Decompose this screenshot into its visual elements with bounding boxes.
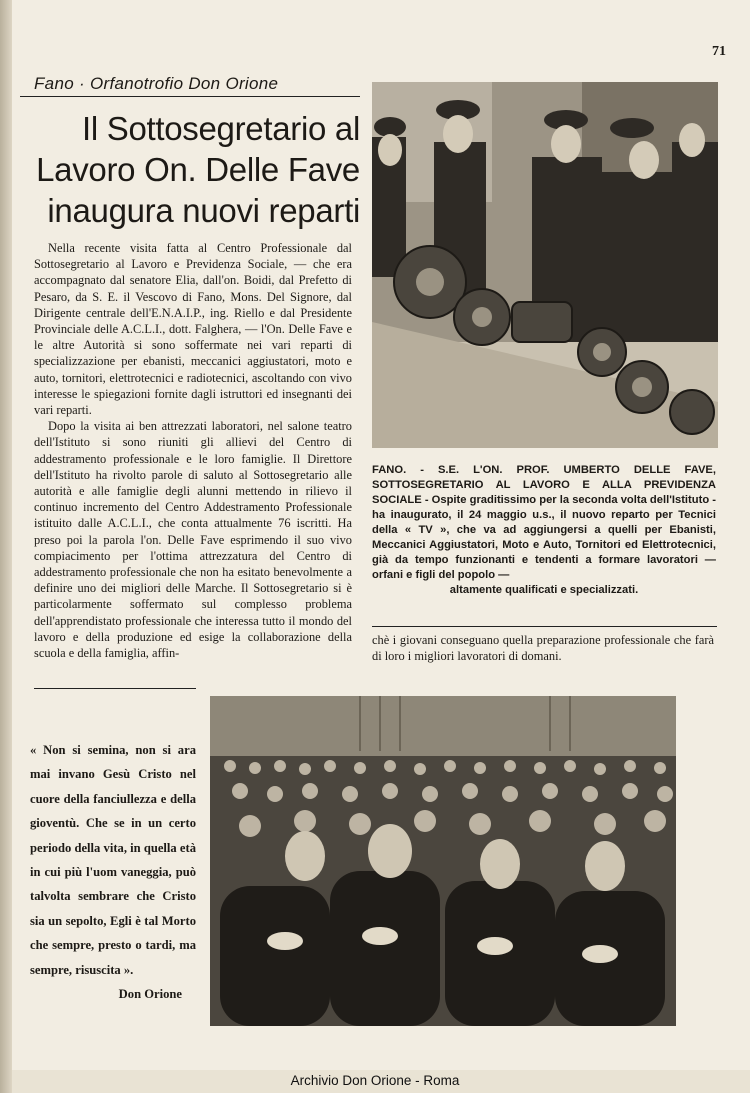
page-spine: [0, 0, 12, 1093]
kicker-divider: [20, 96, 360, 97]
photo-inauguration-visit: [372, 82, 718, 448]
page-number: 71: [712, 44, 726, 59]
photo-visit-drawing: [372, 82, 718, 448]
photo-audience-drawing: [210, 696, 676, 1026]
article-body: [34, 240, 352, 661]
article-continuation: chè i giovani conseguano quella preparazione professionale che farà di loro i migliori lavoratori di domani.: [372, 633, 714, 664]
caption-text: FANO. - S.E. L'ON. PROF. UMBERTO DELLE FAVE, SOTTOSEGRETARIO AL LAVORO E ALLA PREVIDENZA SOCIALE - Ospite graditissimo per la seconda volta dell'Istituto - ha inaugurato, il 24 maggio u.s., il nuovo reparto per Tecnici della « TV », che va ad aggiungersi a quelli per Ebanisti, Meccanici Aggiustatori, Moto e Auto, Tornitori ed Elettrotecnici, già da tempo funzionanti e tendenti a formare lavoratori — orfani e figli del popolo —: [372, 464, 716, 581]
pull-quote: « Non si semina, non si ara mai invano Gesù Cristo nel cuore della fanciullezza e della gioventù. Che se in un certo periodo della vita, in quella età in cui più l'uom vaneggia, può talvolta sembrare che Cristo sia un sepolto, Egli è tal Morto che sempre, presto o tardi, ma sempre, risuscita ».: [30, 743, 196, 977]
section-kicker: Fano · Orfanotrofio Don Orione: [34, 74, 279, 93]
photo-audience-hall: [210, 696, 676, 1026]
photo-caption: [372, 463, 716, 598]
article-headline: Il Sottosegretario al Lavoro On. Delle Fave inaugura nuovi reparti: [36, 110, 360, 229]
quote-author: Don Orione: [118, 987, 182, 1001]
body-paragraph: Dopo la visita ai ben attrezzati laboratori, nel salone teatro dell'Istituto si sono riuniti gli allievi del Centro di addestramento professionale e le loro famiglie. Il Direttore dell'Istituto ha rivolto parole di saluto al Sottosegretario alle autorità e alle famiglie degli alunni mettendo in rilievo il continuo incremento del Centro Addestramento Professionale istituito dalle A.C.L.I., che conta attualmente 76 iscritti. Ha preso poi la parola l'on. Delle Fave esprimendo il suo vivo compiacimento per l'ottima attrezzatura del Centro di addestramento professionale che non ha esitato benevolmente a definire uno dei migliori delle Marche. Il Sottosegretario si è particolarmente soffermato sul complesso problema dell'apprendistato professionale che interessa tutto il mondo del lavoro e della produzione ed esige la collaborazione della scuola e della famiglia, affin-: [34, 419, 352, 661]
column-divider: [372, 626, 717, 627]
body-paragraph: Nella recente visita fatta al Centro Professionale dal Sottosegretario al Lavoro e Previdenza Sociale, — che era accompagnato dal senatore Elia, dall'on. Boidi, dal Prefetto di Pesaro, da S. E. il Vescovo di Fano, Mons. Del Signore, dal Dirigente centrale dell'E.N.A.I.P., ing. Riello e dal Presidente Provinciale delle A.C.L.I., dott. Falghera, — l'On. Delle Fave e le altre Autorità si sono soffermate nei vari reparti di specializzazione per ebanisti, meccanici aggiustatori, moto e auto, tornitori, elettrotecnici e radiotecnici, ascoltando con vivo interesse le spiegazioni fornite dagli istruttori ed insegnanti dei vari reparti.: [34, 241, 352, 418]
quote-divider: [34, 688, 196, 689]
caption-last-line: altamente qualificati e specializzati.: [449, 584, 639, 596]
archive-footer: Archivio Don Orione - Roma: [290, 1073, 460, 1088]
